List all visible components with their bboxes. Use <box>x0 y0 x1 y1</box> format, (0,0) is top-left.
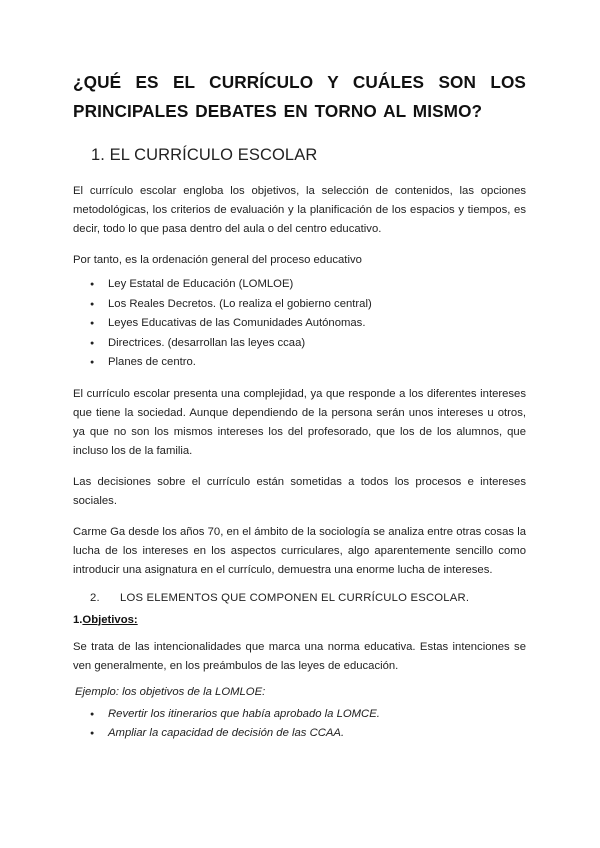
subheading-text: Objetivos: <box>82 613 138 626</box>
list-item: ● Planes de centro. <box>73 353 526 373</box>
paragraph-intencionalidades: Se trata de las intencionalidades que marca una norma educativa. Estas intenciones se ven generalmente, en los preámbulos de las leyes de educación. <box>73 640 526 672</box>
list-item: ● Revertir los itinerarios que había aprobado la LOMCE. <box>73 705 526 725</box>
bullet-list-objetivos <box>73 705 526 744</box>
list-item: ● Los Reales Decretos. (Lo realiza el gobierno central) <box>73 295 526 315</box>
paragraph-ordenacion: Por tanto, es la ordenación general del proceso educativo <box>73 254 362 266</box>
paragraph-carme: Carme Ga desde los años 70, en el ámbito de la sociología se analiza entre otras cosas la lucha de los intereses en los aspectos curriculares, algo aparentemente sencillo como introducir una asignatura en el currículo, demuestra una enorme lucha de intereses. <box>73 525 526 576</box>
list-item: ● Ley Estatal de Educación (LOMLOE) <box>73 275 526 295</box>
paragraph-definition: El currículo escolar engloba los objetivos, la selección de contenidos, las opciones metodológicas, los criterios de evaluación y la planificación de los espacios y tiempos, es decir, todo lo que pasa dentro del aula o del centro educativo. <box>73 185 526 235</box>
section-number: 2. <box>90 591 100 604</box>
list-item: ● Leyes Educativas de las Comunidades Autónomas. <box>73 314 526 334</box>
subheading-number: 1. <box>73 613 83 626</box>
list-item: ● Ampliar la capacidad de decisión de las CCAA. <box>73 724 526 744</box>
paragraph-decisiones: Las decisiones sobre el currículo están sometidas a todos los procesos e intereses sociales. <box>73 475 526 507</box>
section-heading-text: LOS ELEMENTOS QUE COMPONEN EL CURRÍCULO ESCOLAR. <box>120 591 470 604</box>
page-title: ¿QUÉ ES EL CURRÍCULO Y CUÁLES SON LOS PRINCIPALES DEBATES EN TORNO AL MISMO? <box>73 72 526 121</box>
subheading-objetivos <box>73 614 526 626</box>
bullet-list-normativa <box>73 275 526 373</box>
section-heading-elementos <box>73 592 526 604</box>
section-heading-curriculo-escolar: 1. EL CURRÍCULO ESCOLAR <box>91 146 318 164</box>
list-item: ● Directrices. (desarrollan las leyes ccaa) <box>73 334 526 354</box>
example-label: Ejemplo: los objetivos de la LOMLOE: <box>75 685 266 698</box>
paragraph-complejidad: El currículo escolar presenta una complejidad, ya que responde a los diferentes intereses que tiene la sociedad. Aunque dependiendo de la persona serán unos intereses u otros, ya que no son los mismos intereses los del profesorado, que los de los alumnos, que incluso los de la familia. <box>73 387 526 457</box>
